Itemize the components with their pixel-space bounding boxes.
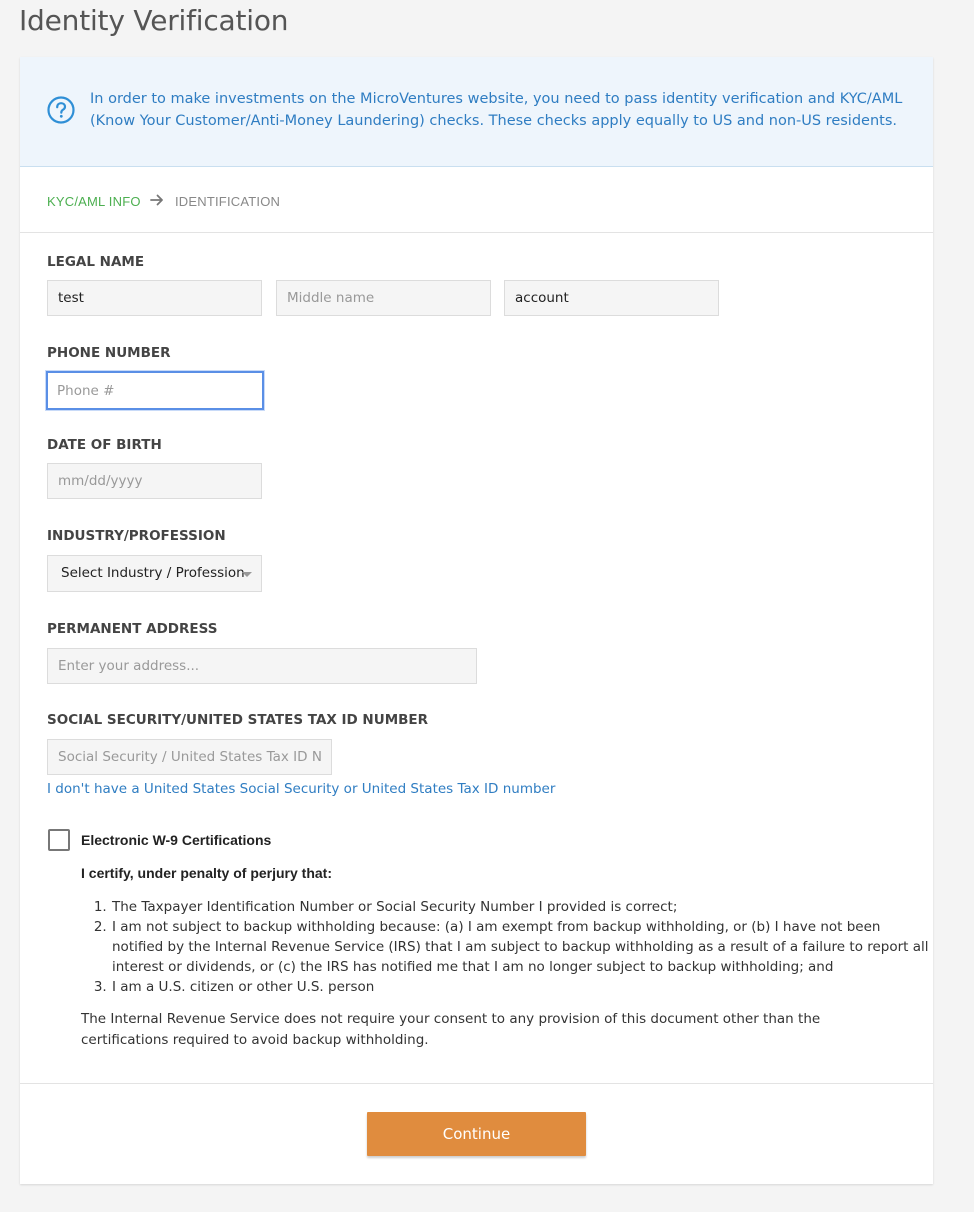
arrow-right-icon bbox=[150, 193, 164, 207]
footer-divider bbox=[20, 1083, 933, 1084]
step-kyc-aml-info: KYC/AML INFO bbox=[47, 194, 141, 209]
verification-card bbox=[20, 57, 933, 1184]
legal-name-label: LEGAL NAME bbox=[47, 254, 145, 270]
w9-checkbox-label[interactable]: Electronic W-9 Certifications bbox=[81, 832, 272, 848]
date-of-birth-label: DATE OF BIRTH bbox=[47, 437, 162, 453]
progress-steps bbox=[20, 167, 933, 233]
info-text: In order to make investments on the MicroVentures website, you need to pass identity verification and KYC/AML (Know Your Customer/Anti-Money Laundering) checks. These checks apply equally to US and non-US residents. bbox=[90, 91, 903, 129]
w9-checkbox[interactable] bbox=[48, 829, 70, 851]
question-circle-icon bbox=[47, 96, 75, 124]
phone-number-label: PHONE NUMBER bbox=[47, 345, 171, 361]
date-of-birth-input[interactable] bbox=[47, 463, 262, 499]
middle-name-input[interactable] bbox=[276, 280, 491, 316]
first-name-input[interactable] bbox=[47, 280, 262, 316]
certification-list bbox=[81, 897, 931, 997]
address-input[interactable] bbox=[47, 648, 477, 684]
caret-down-icon bbox=[242, 572, 252, 577]
certification-item: 2. I am not subject to backup withholding because: (a) I am exempt from backup withholding, or (b) I have not been notified by the Internal Revenue Service (IRS) that I am subject to backup withholding as a result of a failure to report all interest or dividends, or (c) the IRS has notified me that I am no longer subject to backup withholding; and bbox=[111, 917, 931, 977]
no-ssn-link[interactable]: I don't have a United States Social Security or United States Tax ID number bbox=[47, 781, 556, 797]
certification-item: 3. I am a U.S. citizen or other U.S. person bbox=[111, 977, 931, 997]
certification-item: 1. The Taxpayer Identification Number or Social Security Number I provided is correct; bbox=[111, 897, 931, 917]
ssn-label: SOCIAL SECURITY/UNITED STATES TAX ID NUMBER bbox=[47, 712, 429, 728]
certify-heading: I certify, under penalty of perjury that: bbox=[81, 865, 333, 881]
industry-select[interactable] bbox=[47, 555, 262, 592]
continue-button[interactable]: Continue bbox=[367, 1112, 586, 1156]
info-banner bbox=[20, 57, 933, 167]
last-name-input[interactable] bbox=[504, 280, 719, 316]
ssn-input[interactable] bbox=[47, 739, 332, 775]
step-identification: IDENTIFICATION bbox=[175, 194, 281, 209]
permanent-address-label: PERMANENT ADDRESS bbox=[47, 621, 218, 637]
page-title: Identity Verification bbox=[19, 4, 289, 37]
irs-disclaimer: The Internal Revenue Service does not require your consent to any provision of this document other than the certifications required to avoid backup withholding. bbox=[81, 1011, 821, 1048]
industry-selected-value: Select Industry / Profession bbox=[61, 565, 245, 581]
industry-label: INDUSTRY/PROFESSION bbox=[47, 528, 226, 544]
phone-input[interactable] bbox=[46, 371, 264, 410]
